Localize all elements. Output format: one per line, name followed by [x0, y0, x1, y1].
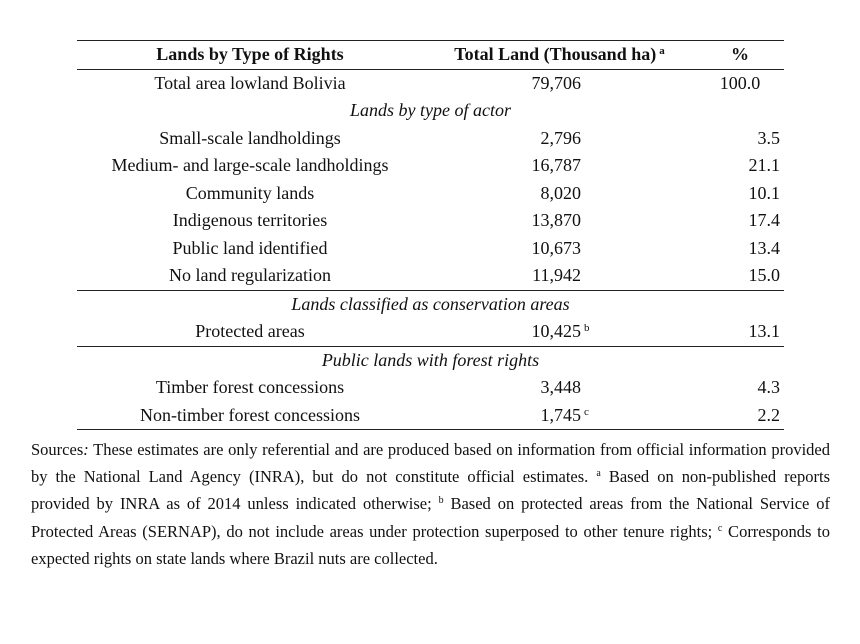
footnote-marker-a: a — [659, 45, 665, 57]
row-label: No land regularization — [169, 265, 331, 285]
row-percent-value: 13.1 — [748, 321, 780, 341]
section-header-row — [77, 97, 784, 125]
section-title: Public lands with forest rights — [77, 346, 784, 374]
row-total-cell — [423, 207, 696, 235]
sources-colon: : — [83, 440, 89, 459]
row-label: Public land identified — [172, 237, 328, 258]
note-c-text: Corresponds to expected rights on state lands where Brazil nuts are collected. — [31, 521, 831, 568]
row-percent-cell — [696, 180, 784, 208]
section-header-row — [77, 290, 784, 318]
row-total-cell — [423, 69, 696, 97]
row-label: Medium- and large-scale landholdings — [111, 155, 389, 175]
row-label: Community lands — [185, 182, 315, 203]
row-percent-value: 4.3 — [757, 377, 780, 397]
row-total-value: 1,745 — [540, 404, 581, 425]
row-total-value: 79,706 — [531, 72, 581, 93]
row-percent-value: 13.4 — [748, 237, 780, 258]
table-row — [77, 374, 784, 402]
row-percent-cell — [696, 235, 784, 263]
header-type-of-rights-text: Lands by Type of Rights — [156, 44, 344, 64]
row-label: Small-scale landholdings — [159, 127, 341, 148]
row-total-cell — [423, 180, 696, 208]
row-percent-cell — [696, 152, 784, 180]
row-percent-value: 17.4 — [748, 210, 780, 230]
table-footnotes — [31, 436, 830, 572]
table-row — [77, 125, 784, 153]
row-total-value: 8,020 — [540, 182, 581, 203]
header-percent — [696, 41, 784, 70]
row-total-cell — [423, 318, 696, 346]
row-percent-value: 10.1 — [748, 182, 780, 203]
row-percent-value: 2.2 — [757, 404, 780, 425]
row-total-value: 16,787 — [531, 155, 581, 175]
table-row — [77, 402, 784, 430]
row-label: Total area lowland Bolivia — [154, 72, 346, 93]
row-percent-cell — [696, 262, 784, 290]
row-total-cell — [423, 262, 696, 290]
note-b-text: Based on protected areas from the National Service of Protected Areas (SERNAP), do not include areas under protection superposed to other tenure rights; — [31, 494, 830, 541]
header-percent-text: % — [731, 44, 749, 64]
table-row — [77, 207, 784, 235]
table-body — [77, 69, 784, 430]
row-percent-cell — [696, 402, 784, 430]
row-total-value: 3,448 — [540, 377, 581, 397]
header-type-of-rights — [77, 41, 423, 70]
row-percent-cell — [696, 318, 784, 346]
table-row-total — [77, 69, 784, 97]
row-total-value: 13,870 — [531, 210, 581, 230]
header-total-land — [423, 41, 696, 70]
table-row — [77, 318, 784, 346]
section-title: Lands classified as conservation areas — [77, 290, 784, 318]
row-total-value: 10,425 — [531, 321, 581, 341]
header-total-land-text: Total Land (Thousand ha) — [454, 44, 657, 64]
note-c-mark: c — [717, 522, 723, 534]
row-total-cell — [423, 152, 696, 180]
row-total-cell — [423, 374, 696, 402]
land-rights-table — [77, 40, 784, 430]
table-row — [77, 235, 784, 263]
note-a-text: Based on non-published reports provided by INRA as of 2014 unless indicated otherwise; — [31, 467, 830, 514]
row-total-cell — [423, 235, 696, 263]
row-total-value: 2,796 — [540, 127, 581, 148]
table-row — [77, 262, 784, 290]
section-title: Lands by type of actor — [350, 100, 511, 120]
row-percent-cell — [696, 125, 784, 153]
row-label: Protected areas — [195, 321, 305, 341]
row-percent-value: 21.1 — [748, 155, 780, 175]
row-percent-cell — [696, 69, 784, 97]
row-percent-value: 100.0 — [719, 72, 761, 93]
row-total-value: 10,673 — [531, 237, 581, 258]
sources-text: These estimates are only referential and are produced based on information from official information provided by the National Land Agency (INRA), but do not constitute official estimates. — [31, 440, 830, 487]
row-percent-value: 15.0 — [748, 265, 780, 285]
row-total-value: 11,942 — [532, 265, 581, 285]
row-percent-cell — [696, 374, 784, 402]
row-footnote-marker: b — [584, 322, 590, 334]
note-a-mark: a — [596, 468, 601, 480]
row-footnote-marker: c — [584, 405, 589, 418]
table-header-row — [77, 41, 784, 70]
table-row — [77, 152, 784, 180]
row-total-cell — [423, 402, 696, 430]
row-total-cell — [423, 125, 696, 153]
row-label: Non-timber forest concessions — [77, 402, 423, 430]
row-label: Timber forest concessions — [155, 377, 345, 397]
note-b-mark: b — [438, 495, 444, 507]
sources-label: Sources — [31, 440, 84, 459]
section-header-row — [77, 346, 784, 374]
row-label: Indigenous territories — [172, 210, 328, 230]
row-percent-value: 3.5 — [757, 127, 780, 148]
table-row — [77, 180, 784, 208]
row-percent-cell — [696, 207, 784, 235]
